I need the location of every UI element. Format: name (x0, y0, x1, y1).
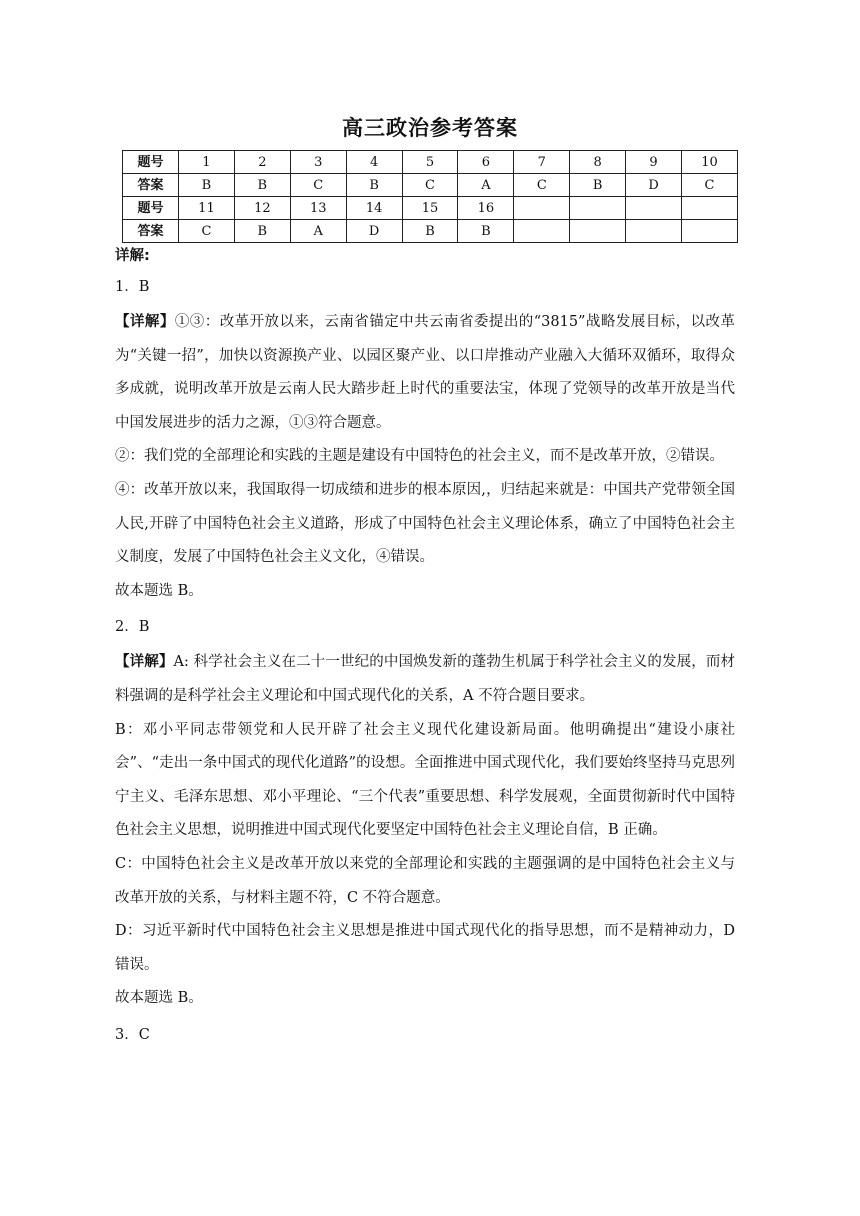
question-number: 2．B (115, 619, 150, 636)
details-heading: 详解: (115, 248, 150, 264)
table-cell: C (402, 174, 458, 197)
table-cell: 10 (682, 151, 738, 174)
row-header: 题号 (123, 151, 179, 174)
table-cell: A (458, 174, 514, 197)
explanations (115, 244, 735, 1054)
table-cell: 5 (402, 151, 458, 174)
table-cell: D (626, 174, 682, 197)
table-cell: C (179, 220, 235, 243)
explanation-paragraph (115, 646, 735, 713)
table-row (123, 220, 738, 243)
question-number: 1．B (115, 279, 150, 295)
table-cell: 11 (179, 197, 235, 220)
table-row (123, 151, 738, 174)
answer-table (122, 150, 738, 243)
table-cell: C (290, 174, 346, 197)
table-cell: 6 (458, 151, 514, 174)
table-cell: B (179, 174, 235, 197)
table-cell: 13 (290, 197, 346, 220)
paragraph-text: A: 科学社会主义在二十一世纪的中国焕发新的蓬勃生机属于科学社会主义的发展，而材料强调的是科学社会主义理论和中国式现代化的关系，A 不符合题目要求。 (115, 654, 736, 704)
table-cell (626, 197, 682, 220)
table-cell: B (234, 174, 290, 197)
explanation-paragraph: C：中国特色社会主义是改革开放以来党的全部理论和实践的主题强调的是中国特色社会主义与改革开放的关系，与材料主题不符，C 不符合题意。 (115, 855, 735, 906)
table-row (123, 197, 738, 220)
table-cell: 15 (402, 197, 458, 220)
table-cell (682, 197, 738, 220)
paragraph-text: ①③：改革开放以来，云南省锚定中共云南省委提出的“3815”战略发展目标，以改革为“关键一招”，加快以资源换产业、以园区聚产业、以口岸推动产业融入大循环双循环，取得众多成就，说明改革开放是云南人民大踏步赶上时代的重要法宝，体现了党领导的改革开放是当代中国发展进步的活力之源，①③符合题意。 (115, 314, 736, 431)
explanation-paragraph (115, 306, 735, 440)
table-cell (514, 197, 570, 220)
question-number: 3．C (115, 1026, 150, 1043)
table-cell: B (402, 220, 458, 243)
row-header: 题号 (123, 197, 179, 220)
table-cell: 12 (234, 197, 290, 220)
detail-tag: 【详解】 (115, 314, 175, 330)
explanation-paragraph: B：邓小平同志带领党和人民开辟了社会主义现代化建设新局面。他明确提出“建设小康社会”、“走出一条中国式的现代化道路”的设想。全面推进中国式现代化，我们要始终坚持马克思列宁主义、毛泽东思想、邓小平理论、“三个代表”重要思想、科学发展观，全面贯彻新时代中国特色社会主义思想，说明推进中国式现代化要坚定中国特色社会主义理论自信，B 正确。 (115, 721, 735, 839)
table-cell: 9 (626, 151, 682, 174)
row-header: 答案 (123, 220, 179, 243)
table-cell: B (458, 220, 514, 243)
table-cell: 16 (458, 197, 514, 220)
table-cell (570, 197, 626, 220)
detail-tag: 【详解】 (115, 654, 174, 671)
table-row (123, 174, 738, 197)
table-cell: 8 (570, 151, 626, 174)
table-cell: A (290, 220, 346, 243)
row-header: 答案 (123, 174, 179, 197)
table-cell: 4 (346, 151, 402, 174)
table-cell: 2 (234, 151, 290, 174)
explanation-paragraph: ④：改革开放以来，我国取得一切成绩和进步的根本原因,，归结起来就是：中国共产党带领全国人民,开辟了中国特色社会主义道路，形成了中国特色社会主义理论体系，确立了中国特色社会主义制度，发展了中国特色社会主义文化，④错误。 (115, 481, 735, 566)
table-cell (626, 220, 682, 243)
conclusion: 故本题选 B。 (115, 990, 203, 1007)
table-cell: C (682, 174, 738, 197)
table-cell: 3 (290, 151, 346, 174)
conclusion: 故本题选 B。 (115, 582, 203, 599)
table-cell: 14 (346, 197, 402, 220)
table-cell (514, 220, 570, 243)
table-cell: B (234, 220, 290, 243)
table-cell: B (346, 174, 402, 197)
explanation-paragraph: ②：我们党的全部理论和实践的主题是建设有中国特色的社会主义，而不是改革开放，②错误。 (115, 448, 724, 465)
table-cell: 7 (514, 151, 570, 174)
page-title: 高三政治参考答案 (342, 116, 518, 140)
table-cell: 1 (179, 151, 235, 174)
table-cell: C (514, 174, 570, 197)
table-cell (570, 220, 626, 243)
table-cell (682, 220, 738, 243)
table-cell: B (570, 174, 626, 197)
table-cell: D (346, 220, 402, 243)
explanation-paragraph: D：习近平新时代中国特色社会主义思想是推进中国式现代化的指导思想，而不是精神动力，D 错误。 (115, 923, 735, 973)
